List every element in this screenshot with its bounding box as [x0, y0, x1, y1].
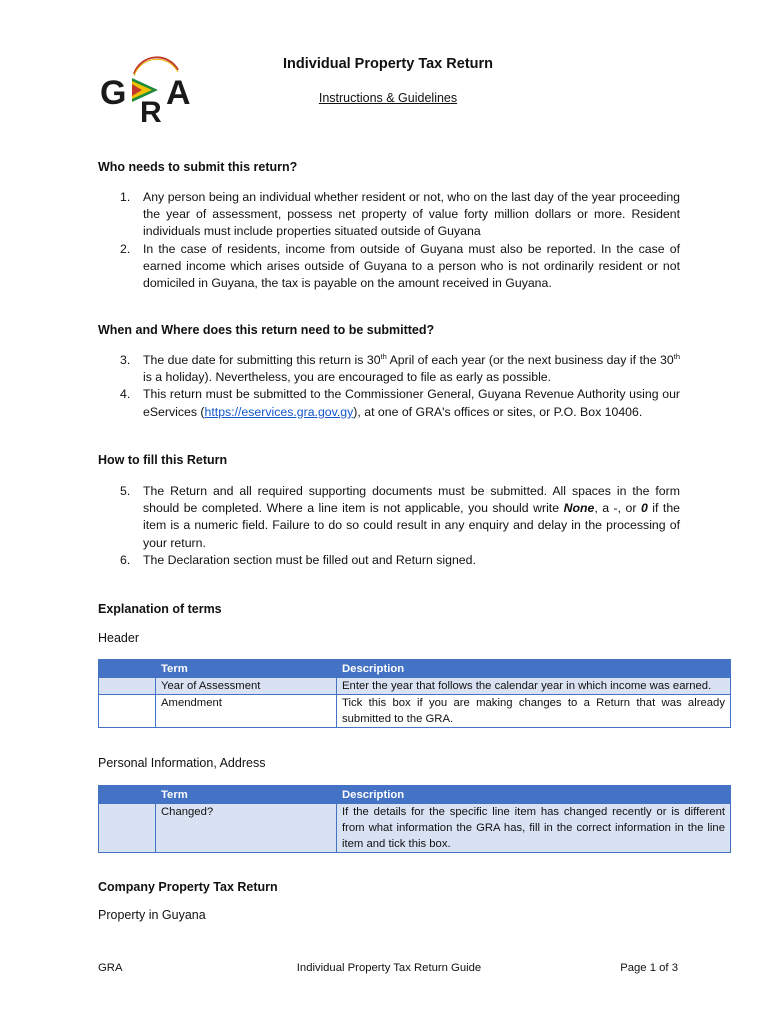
section-heading-how: How to fill this Return — [98, 453, 228, 467]
header-terms-table — [98, 659, 731, 728]
personal-terms-table — [98, 785, 731, 853]
who-list — [98, 189, 680, 292]
footer-left: GRA — [98, 962, 123, 974]
svg-text:R: R — [140, 96, 162, 126]
column-header-description: Description — [337, 660, 731, 678]
table-row — [99, 804, 731, 853]
list-item: 5. The Return and all required supporting documents must be submitted. All spaces in the form should be completed. Where a line item is not applicable, you should write None, a -, or 0 if the item is a numeric field. Failure to do so could result in any enquiry and delay in the processing of your return. — [120, 484, 681, 550]
section-heading-explanation: Explanation of terms — [98, 602, 222, 616]
section-heading-company: Company Property Tax Return — [98, 880, 278, 894]
header-label: Header — [98, 631, 139, 645]
gra-logo — [96, 56, 208, 126]
document-title: Individual Property Tax Return — [282, 56, 494, 72]
description-cell: If the details for the specific line item has changed recently or is different from what information the GRA has, fill in the correct information in the line item and tick this box. — [337, 804, 731, 853]
column-header-term: Term — [156, 660, 337, 678]
table-row — [99, 678, 731, 695]
footer-page-number: Page 1 of 3 — [620, 962, 678, 974]
svg-text:G: G — [100, 74, 127, 112]
term-cell: Changed? — [156, 804, 337, 853]
description-cell: Enter the year that follows the calendar year in which income was earned. — [337, 678, 731, 695]
document-subtitle: Instructions & Guidelines — [318, 91, 458, 105]
personal-info-label: Personal Information, Address — [98, 756, 266, 770]
list-item: 4. This return must be submitted to the Commissioner General, Guyana Revenue Authority using our eServices (https://eservices.gra.gov.gy), at one of GRA's offices or sites, or P.O. Box 10406. — [120, 387, 680, 419]
property-in-guyana-label: Property in Guyana — [98, 908, 206, 922]
section-heading-when: When and Where does this return need to be submitted? — [98, 323, 435, 337]
section-heading-who: Who needs to submit this return? — [98, 160, 298, 174]
column-header-term: Term — [156, 786, 337, 804]
term-cell: Amendment — [156, 695, 337, 728]
list-item: 3. The due date for submitting this return is 30th April of each year (or the next business day if the 30th is a holiday). Nevertheless, you are encouraged to file as early as possible. — [120, 351, 680, 385]
list-item: 6. The Declaration section must be filled out and Return signed. — [120, 552, 476, 567]
column-header-description: Description — [337, 786, 731, 804]
eservices-link[interactable]: https://eservices.gra.gov.gy — [204, 404, 354, 419]
term-cell: Year of Assessment — [156, 678, 337, 695]
footer-center: Individual Property Tax Return Guide — [296, 962, 482, 974]
list-item: 1. Any person being an individual whether resident or not, who on the last day of the year proceeding the year of assessment, possess net property of value forty million dollars or more. Resident individuals must include properties situated outside of Guyana — [120, 190, 680, 239]
description-cell: Tick this box if you are making changes to a Return that was already submitted to the GRA. — [337, 695, 731, 728]
list-item: 2. In the case of residents, income from outside of Guyana must also be reported. In the case of earned income which arises outside of Guyana to a person who is not ordinarily resident or not domiciled in Guyana, the tax is payable on the amount received in Guyana. — [120, 241, 680, 291]
how-list — [98, 483, 680, 569]
table-row — [99, 695, 731, 728]
svg-text:A: A — [166, 74, 191, 112]
when-list — [98, 352, 680, 421]
